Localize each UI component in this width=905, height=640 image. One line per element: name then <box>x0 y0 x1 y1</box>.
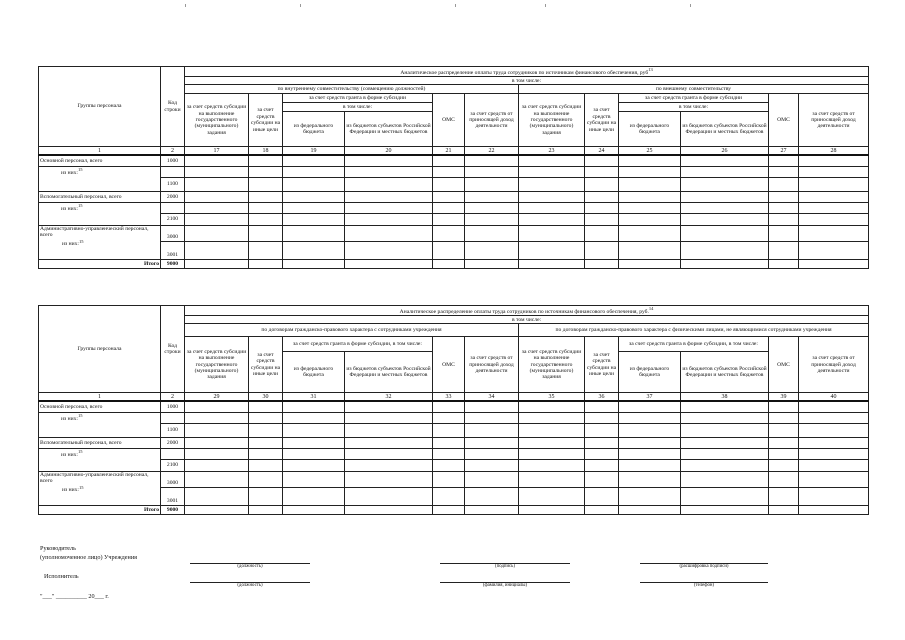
col-num: 30 <box>249 393 283 402</box>
row-aux-label: Вспомогательный персонал, всего <box>39 191 161 202</box>
col-num: 23 <box>519 147 585 156</box>
head-label-1: Руководитель <box>40 545 76 552</box>
col-num: 37 <box>619 393 681 402</box>
row-main-label: Основной персонал, всего <box>39 155 161 166</box>
h1-grant-incl-b: в том числе: <box>619 103 769 112</box>
h1-subsidy-other-a: за счет средств субсидии на иные цели <box>249 94 283 147</box>
row-code: 1100 <box>161 423 185 437</box>
h1-grant-a: за счет средств гранта в форме субсидии <box>283 94 433 103</box>
caption-phone: (телефон) <box>693 583 715 588</box>
col-num: 25 <box>619 147 681 156</box>
h2-subsidy-task-b: за счет средств субсидии на выполнение государственного (муниципального) задания <box>519 337 585 393</box>
section1-title: Аналитическое распределение оплаты труда сотрудников по источникам финансового обеспечения, руб$^{13}$ <box>185 67 869 77</box>
col-num-1: 1 <box>39 147 161 156</box>
row-code: 2000 <box>161 191 185 202</box>
h2-federal-a: из федерального бюджета <box>283 352 345 393</box>
section2-incl: в том числе: <box>185 316 869 324</box>
header-groups: Группы персонала <box>39 67 161 147</box>
h1-oms-a: ОМС <box>433 94 465 147</box>
h1-oms-b: ОМС <box>769 94 799 147</box>
row-code: 1000 <box>161 401 185 412</box>
col-num: 24 <box>585 147 619 156</box>
h1-federal-a: из федерального бюджета <box>283 112 345 147</box>
h1-income-a: за счет средств от приносящей доход деятельности <box>465 94 519 147</box>
h1-income-b: за счет средств от приносящей доход деятельности <box>799 94 869 147</box>
col-num: 39 <box>769 393 799 402</box>
caption-signature: (подпись) <box>495 564 515 569</box>
header-code: Код строки <box>161 67 185 147</box>
col-num: 34 <box>465 393 519 402</box>
col-num: 40 <box>799 393 869 402</box>
h2-oms-b: ОМС <box>769 337 799 393</box>
col-num: 20 <box>345 147 433 156</box>
col-num: 36 <box>585 393 619 402</box>
row-code: 1100 <box>161 177 185 191</box>
row-admin-label: Административно-управленческий персонал, всего из них:$^{15}$ <box>39 471 161 505</box>
section1-incl: в том числе: <box>185 77 869 85</box>
h2-grant-b: за счет средств гранта в форме субсидии, в том числе: <box>619 337 769 352</box>
caption-decoding: (расшифровка подписи) <box>679 564 729 569</box>
h1-subsidy-task-a: за счет средств субсидии на выполнение государственного (муниципального) задания <box>185 94 249 147</box>
col-num-2: 2 <box>161 393 185 402</box>
row-total-label: Итого <box>39 259 161 268</box>
section2-group-b: по договорам гражданско-правового характера с физическими лицами, не являющимися сотрудниками учреждения <box>519 324 869 337</box>
h1-subsidy-other-b: за счет средств субсидии на иные цели <box>585 94 619 147</box>
section1-group-b: по внешнему совместительству <box>519 85 869 94</box>
caption-fio: (фамилия, инициалы) <box>482 583 528 588</box>
row-of-which: из них:$^{15}$ <box>39 448 161 471</box>
col-num: 32 <box>345 393 433 402</box>
row-code: 1000 <box>161 155 185 166</box>
row-main-label: Основной персонал, всего <box>39 401 161 412</box>
h2-subsidy-task-a: за счет средств субсидии на выполнение государственного (муниципального) задания <box>185 337 249 393</box>
row-code: 3001 <box>161 487 185 505</box>
h2-oms-a: ОМС <box>433 337 465 393</box>
section2-title: Аналитическое распределение оплаты труда сотрудников по источникам финансового обеспечения, руб.$^{14}$ <box>185 306 869 316</box>
h1-regional-b: из бюджетов субъектов Российской Федерации и местных бюджетов <box>681 112 769 147</box>
row-aux-label: Вспомогательный персонал, всего <box>39 437 161 448</box>
h2-grant-a: за счет средств гранта в форме субсидии, в том числе: <box>283 337 433 352</box>
h1-federal-b: из федерального бюджета <box>619 112 681 147</box>
col-num: 19 <box>283 147 345 156</box>
row-code: 3001 <box>161 241 185 259</box>
h2-regional-a: из бюджетов субъектов Российской Федерации и местных бюджетов <box>345 352 433 393</box>
row-code: 2100 <box>161 459 185 471</box>
h1-grant-incl-a: в том числе: <box>283 103 433 112</box>
h2-federal-b: из федерального бюджета <box>619 352 681 393</box>
h1-grant-b: за счет средств гранта в форме субсидии <box>619 94 769 103</box>
row-of-which: из них:$^{15}$ <box>39 412 161 437</box>
header-code: Код строки <box>161 306 185 393</box>
row-code: 2000 <box>161 437 185 448</box>
executor-label: Исполнитель <box>44 573 79 580</box>
col-num: 28 <box>799 147 869 156</box>
col-num: 21 <box>433 147 465 156</box>
col-num: 35 <box>519 393 585 402</box>
h2-subsidy-other-a: за счет средств субсидии на иные цели <box>249 337 283 393</box>
row-code: 9000 <box>161 259 185 268</box>
h2-regional-b: из бюджетов субъектов Российской Федерации и местных бюджетов <box>681 352 769 393</box>
col-num: 38 <box>681 393 769 402</box>
h2-income-a: за счет средств от приносящей доход деятельности <box>465 337 519 393</box>
caption-position: (должность) <box>237 583 263 588</box>
col-num: 18 <box>249 147 283 156</box>
h1-regional-a: из бюджетов субъектов Российской Федерации и местных бюджетов <box>345 112 433 147</box>
h2-income-b: за счет средств от приносящей доход деятельности <box>799 337 869 393</box>
row-admin-label: Административно-управленческий персонал, всего из них:$^{15}$ <box>39 225 161 259</box>
col-num: 27 <box>769 147 799 156</box>
row-total-label: Итого <box>39 505 161 514</box>
row-of-which: из них:$^{15}$ <box>39 202 161 225</box>
header-groups: Группы персонала <box>39 306 161 393</box>
distribution-table-2 <box>38 305 869 515</box>
h2-subsidy-other-b: за счет средств субсидии на иные цели <box>585 337 619 393</box>
caption-position: (должность) <box>237 564 263 569</box>
row-code: 2100 <box>161 213 185 225</box>
col-num: 29 <box>185 393 249 402</box>
col-num: 17 <box>185 147 249 156</box>
col-num-1: 1 <box>39 393 161 402</box>
row-code: 3000 <box>161 225 185 241</box>
h1-subsidy-task-b: за счет средств субсидии на выполнение государственного (муниципального) задания <box>519 94 585 147</box>
head-label-2: (уполномоченное лицо) Учреждения <box>40 554 138 561</box>
col-num: 26 <box>681 147 769 156</box>
row-code: 3000 <box>161 471 185 487</box>
col-num: 22 <box>465 147 519 156</box>
distribution-table-1 <box>38 64 869 269</box>
section1-group-a: по внутреннему совместительству (совмещению должностей) <box>185 85 519 94</box>
row-code: 9000 <box>161 505 185 514</box>
col-num: 33 <box>433 393 465 402</box>
row-of-which: из них:$^{15}$ <box>39 166 161 191</box>
col-num-2: 2 <box>161 147 185 156</box>
col-num: 31 <box>283 393 345 402</box>
date-line[interactable]: "___" __________ 20___ г. <box>40 593 109 600</box>
section2-group-a: по договорам гражданско-правового характера с сотрудниками учреждения <box>185 324 519 337</box>
